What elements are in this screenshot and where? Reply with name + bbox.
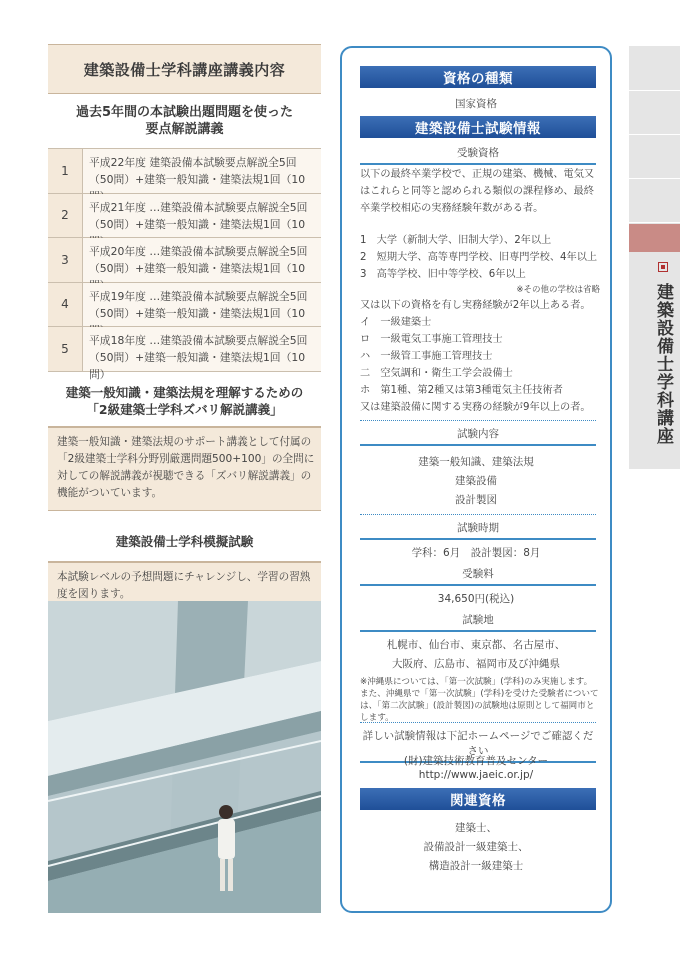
qualification-item: ホ 第1種、第2種又は第3種電気主任技術者 <box>360 385 563 396</box>
lecture-column <box>48 44 321 605</box>
related-item: 建築士、 <box>455 822 497 834</box>
content-item: 建築一般知識、建築法規 <box>418 456 534 468</box>
table-row <box>48 238 321 283</box>
org-url[interactable]: http://www.jaeic.or.jp/ <box>418 769 534 781</box>
content-item: 設計製図 <box>455 494 497 506</box>
row-text: 平成20年度 …建築設備本試験要点解説全5回（50問）+建築一般知識・建築法規1回（10 <box>83 238 321 282</box>
row-number: 5 <box>48 327 83 371</box>
fee-value: 34,650円(税込) <box>437 593 515 605</box>
lecture-subhead-line1: 過去5年間の本試験出題問題を使った <box>75 105 294 120</box>
row-text: 平成18年度 …建築設備本試験要点解説全5回（50問）+建築一般知識・建築法規1回（10問） <box>83 327 321 371</box>
building-interior-photo <box>48 601 321 913</box>
qualification-item: ハ 一級管工事施工管理技士 <box>360 351 493 362</box>
period-label: 試験時期 <box>360 520 596 540</box>
related-item: 設備設計一級建築士、 <box>423 841 529 853</box>
qualification-text: 又は以下の資格を有し実務経験が2年以上ある者。 <box>360 300 591 311</box>
homepage-note: 詳しい試験情報は下記ホームページでご確認ください <box>360 728 596 763</box>
content-item: 建築設備 <box>455 475 497 487</box>
other-schools-note: ※その他の学校は省略 <box>516 285 600 295</box>
qualification-type-value: 国家資格 <box>455 98 497 110</box>
zubari-heading-line1: 建築一般知識・建築法規を理解するための <box>65 384 304 400</box>
eligibility-item: 2 短期大学、高等専門学校、旧専門学校、4年以上 <box>360 252 598 263</box>
row-number: 3 <box>48 238 83 282</box>
lecture-title: 建築設備士学科講座講義内容 <box>48 44 321 94</box>
fee-label: 受験料 <box>360 566 596 586</box>
qualification-type-title: 資格の種類 <box>360 66 596 88</box>
related-item: 構造設計一級建築士 <box>428 860 524 872</box>
side-tab-label <box>636 262 676 445</box>
related-qualifications-title: 関連資格 <box>360 788 596 810</box>
table-row <box>48 149 321 194</box>
okinawa-note: ※沖縄県については、「第一次試験」(学科)のみ実施します。また、沖縄県で「第一次試験」(学科)を受けた受験者については、「第二次試験」(設計製図)の試験地は原則として福岡市とします。 <box>360 677 599 723</box>
content-label: 試験内容 <box>360 426 596 446</box>
side-tab-active[interactable] <box>629 224 680 252</box>
tab-divider <box>629 90 680 91</box>
photo-illustration <box>48 601 321 913</box>
qualification-item: イ 一級建築士 <box>360 317 432 328</box>
exam-info-title: 建築設備士試験情報 <box>360 116 596 138</box>
row-text: 平成21年度 …建築設備本試験要点解説全5回（50問）+建築一般知識・建築法規1回（10 <box>83 194 321 238</box>
tab-mark-icon <box>658 262 668 272</box>
location-line2: 大阪府、広島市、福岡市及び沖縄県 <box>392 658 560 670</box>
table-row <box>48 194 321 239</box>
eligibility-label: 受験資格 <box>360 145 596 165</box>
tab-divider <box>629 134 680 135</box>
lecture-table <box>48 148 321 381</box>
qualification-item: ロ 一級電気工事施工管理技士 <box>360 334 503 345</box>
zubari-description: 建築一般知識・建築法規のサポート講義として付属の「2級建築士学科分野別厳選問題500+100」の全問に対しての解説講義が視聴できる「ズバリ解説講義」の機能がついています。 <box>48 426 321 511</box>
zubari-heading-line2: 「2級建築士学科ズバリ解説講義」 <box>86 401 283 417</box>
zubari-heading <box>48 384 321 418</box>
lecture-subhead-line2: 要点解説講義 <box>145 122 224 137</box>
org-name: (財)建築技術教育普及センター <box>403 755 549 767</box>
divider <box>360 722 596 723</box>
period-value: 学科：6月 設計製図：8月 <box>411 547 541 559</box>
eligibility-text: 以下の最終卒業学校で、正規の建築、機械、電気又はこれらと同等と認められる類似の課程修め、最終卒業学校相応の実務経験年数がある者。 <box>360 169 595 214</box>
row-number: 1 <box>48 149 83 193</box>
table-row <box>48 327 321 381</box>
lecture-subhead <box>48 104 321 138</box>
row-number: 2 <box>48 194 83 238</box>
location-label: 試験地 <box>360 612 596 632</box>
row-number: 4 <box>48 283 83 327</box>
mock-exam-heading: 建築設備士学科模擬試験 <box>115 533 254 549</box>
tab-divider <box>629 178 680 179</box>
location-line1: 札幌市、仙台市、東京都、名古屋市、 <box>386 639 566 651</box>
side-tab-text: 建築設備士学科講座 <box>653 282 673 445</box>
tab-divider <box>629 222 680 223</box>
eligibility-item: 1 大学（新制大学、旧制大学）、2年以上 <box>360 235 552 246</box>
table-row <box>48 283 321 328</box>
exam-info-panel <box>340 46 612 913</box>
mock-exam-description: 本試験レベルの予想問題にチャレンジし、学習の習熟度を図ります。 <box>48 561 321 605</box>
equipment-experience: 又は建築設備に関する実務の経験が9年以上の者。 <box>360 402 591 413</box>
row-text: 平成22年度 建築設備本試験要点解説全5回（50問）+建築一般知識・建築法規1回（10 <box>83 149 321 193</box>
qualification-item: 二 空気調和・衛生工学会設備士 <box>360 368 513 379</box>
eligibility-item: 3 高等学校、旧中等学校、6年以上 <box>360 269 526 280</box>
divider <box>360 514 596 515</box>
divider <box>360 420 596 421</box>
row-text: 平成19年度 …建築設備本試験要点解説全5回（50問）+建築一般知識・建築法規1回（10 <box>83 283 321 327</box>
